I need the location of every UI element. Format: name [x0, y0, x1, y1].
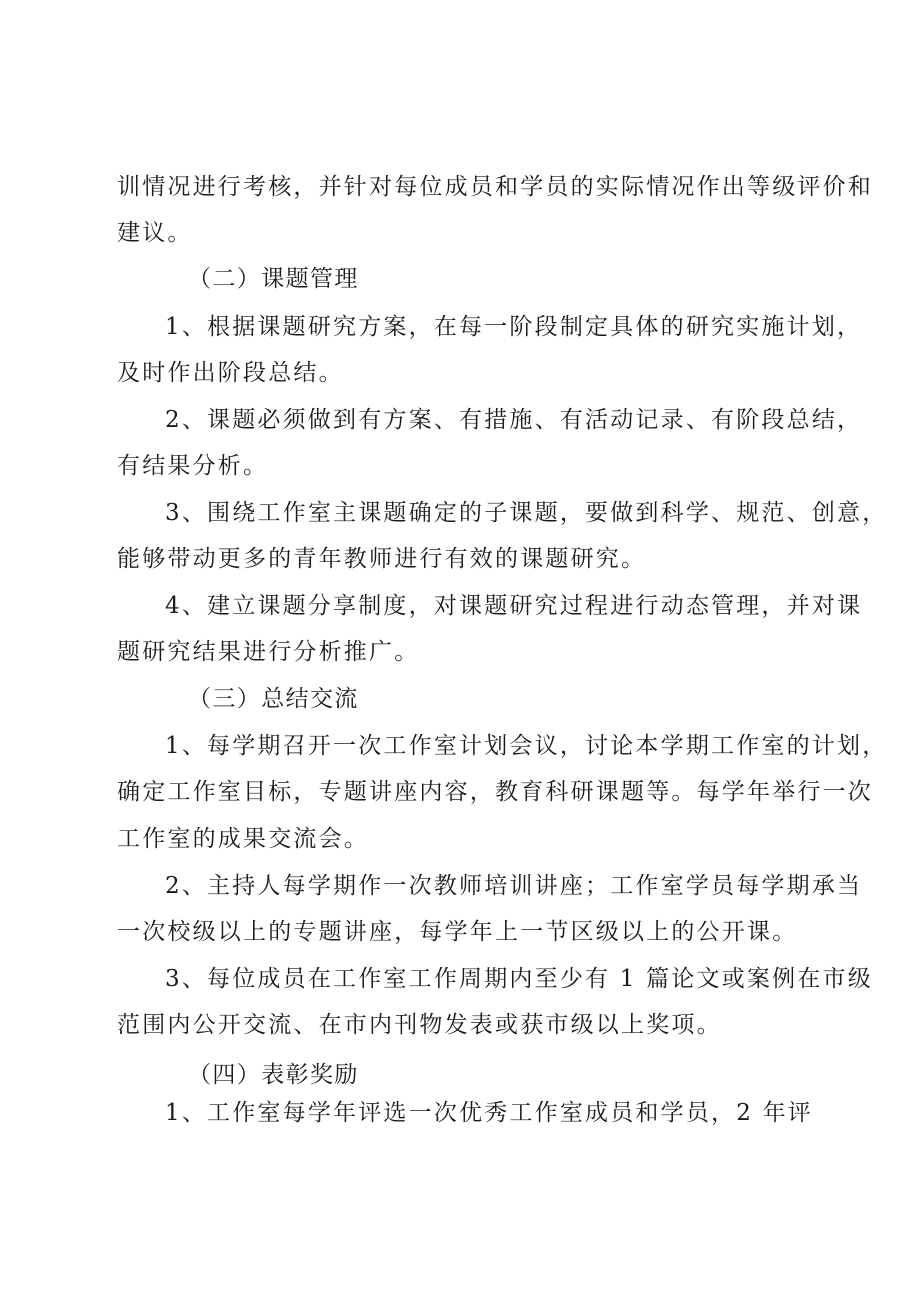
paragraph-line: 2、主持人每学期作一次教师培训讲座；工作室学员每学期承当 [165, 873, 863, 899]
paragraph-line: 范围内公开交流、在市内刊物发表或获市级以上奖项。 [117, 1012, 722, 1038]
paragraph-line: 建议。 [117, 220, 193, 246]
paragraph-line: 3、每位成员在工作室工作周期内至少有 1 篇论文或案例在市级 [165, 966, 873, 992]
paragraph-line: 有结果分析。 [117, 453, 269, 479]
paragraph-line: 2、课题必须做到有方案、有措施、有活动记录、有阶段总结， [165, 407, 863, 433]
section-heading-2: （二）课题管理 [188, 266, 359, 292]
paragraph-line: 工作室的成果交流会。 [117, 826, 369, 852]
paragraph-line: 确定工作室目标，专题讲座内容，教育科研课题等。每学年举行一次 [117, 779, 873, 805]
paragraph-line: 1、每学期召开一次工作室计划会议，讨论本学期工作室的计划， [165, 733, 888, 759]
paragraph-line: 1、工作室每学年评选一次优秀工作室成员和学员，2 年评 [165, 1100, 813, 1126]
paragraph-line: 3、围绕工作室主课题确定的子课题，要做到科学、规范、创意， [165, 500, 888, 526]
paragraph-line: 题研究结果进行分析推广。 [117, 639, 420, 665]
paragraph-line: 能够带动更多的青年教师进行有效的课题研究。 [117, 546, 647, 572]
paragraph-line: 一次校级以上的专题讲座，每学年上一节区级以上的公开课。 [117, 919, 798, 945]
paragraph-line: 及时作出阶段总结。 [117, 360, 344, 386]
paragraph-line: 训情况进行考核，并针对每位成员和学员的实际情况作出等级评价和 [117, 174, 873, 200]
paragraph-line: 1、根据课题研究方案，在每一阶段制定具体的研究实施计划， [165, 314, 863, 340]
paragraph-line: 4、建立课题分享制度，对课题研究过程进行动态管理，并对课 [165, 593, 863, 619]
section-heading-3: （三）总结交流 [188, 686, 359, 712]
section-heading-4: （四）表彰奖励 [188, 1062, 359, 1088]
